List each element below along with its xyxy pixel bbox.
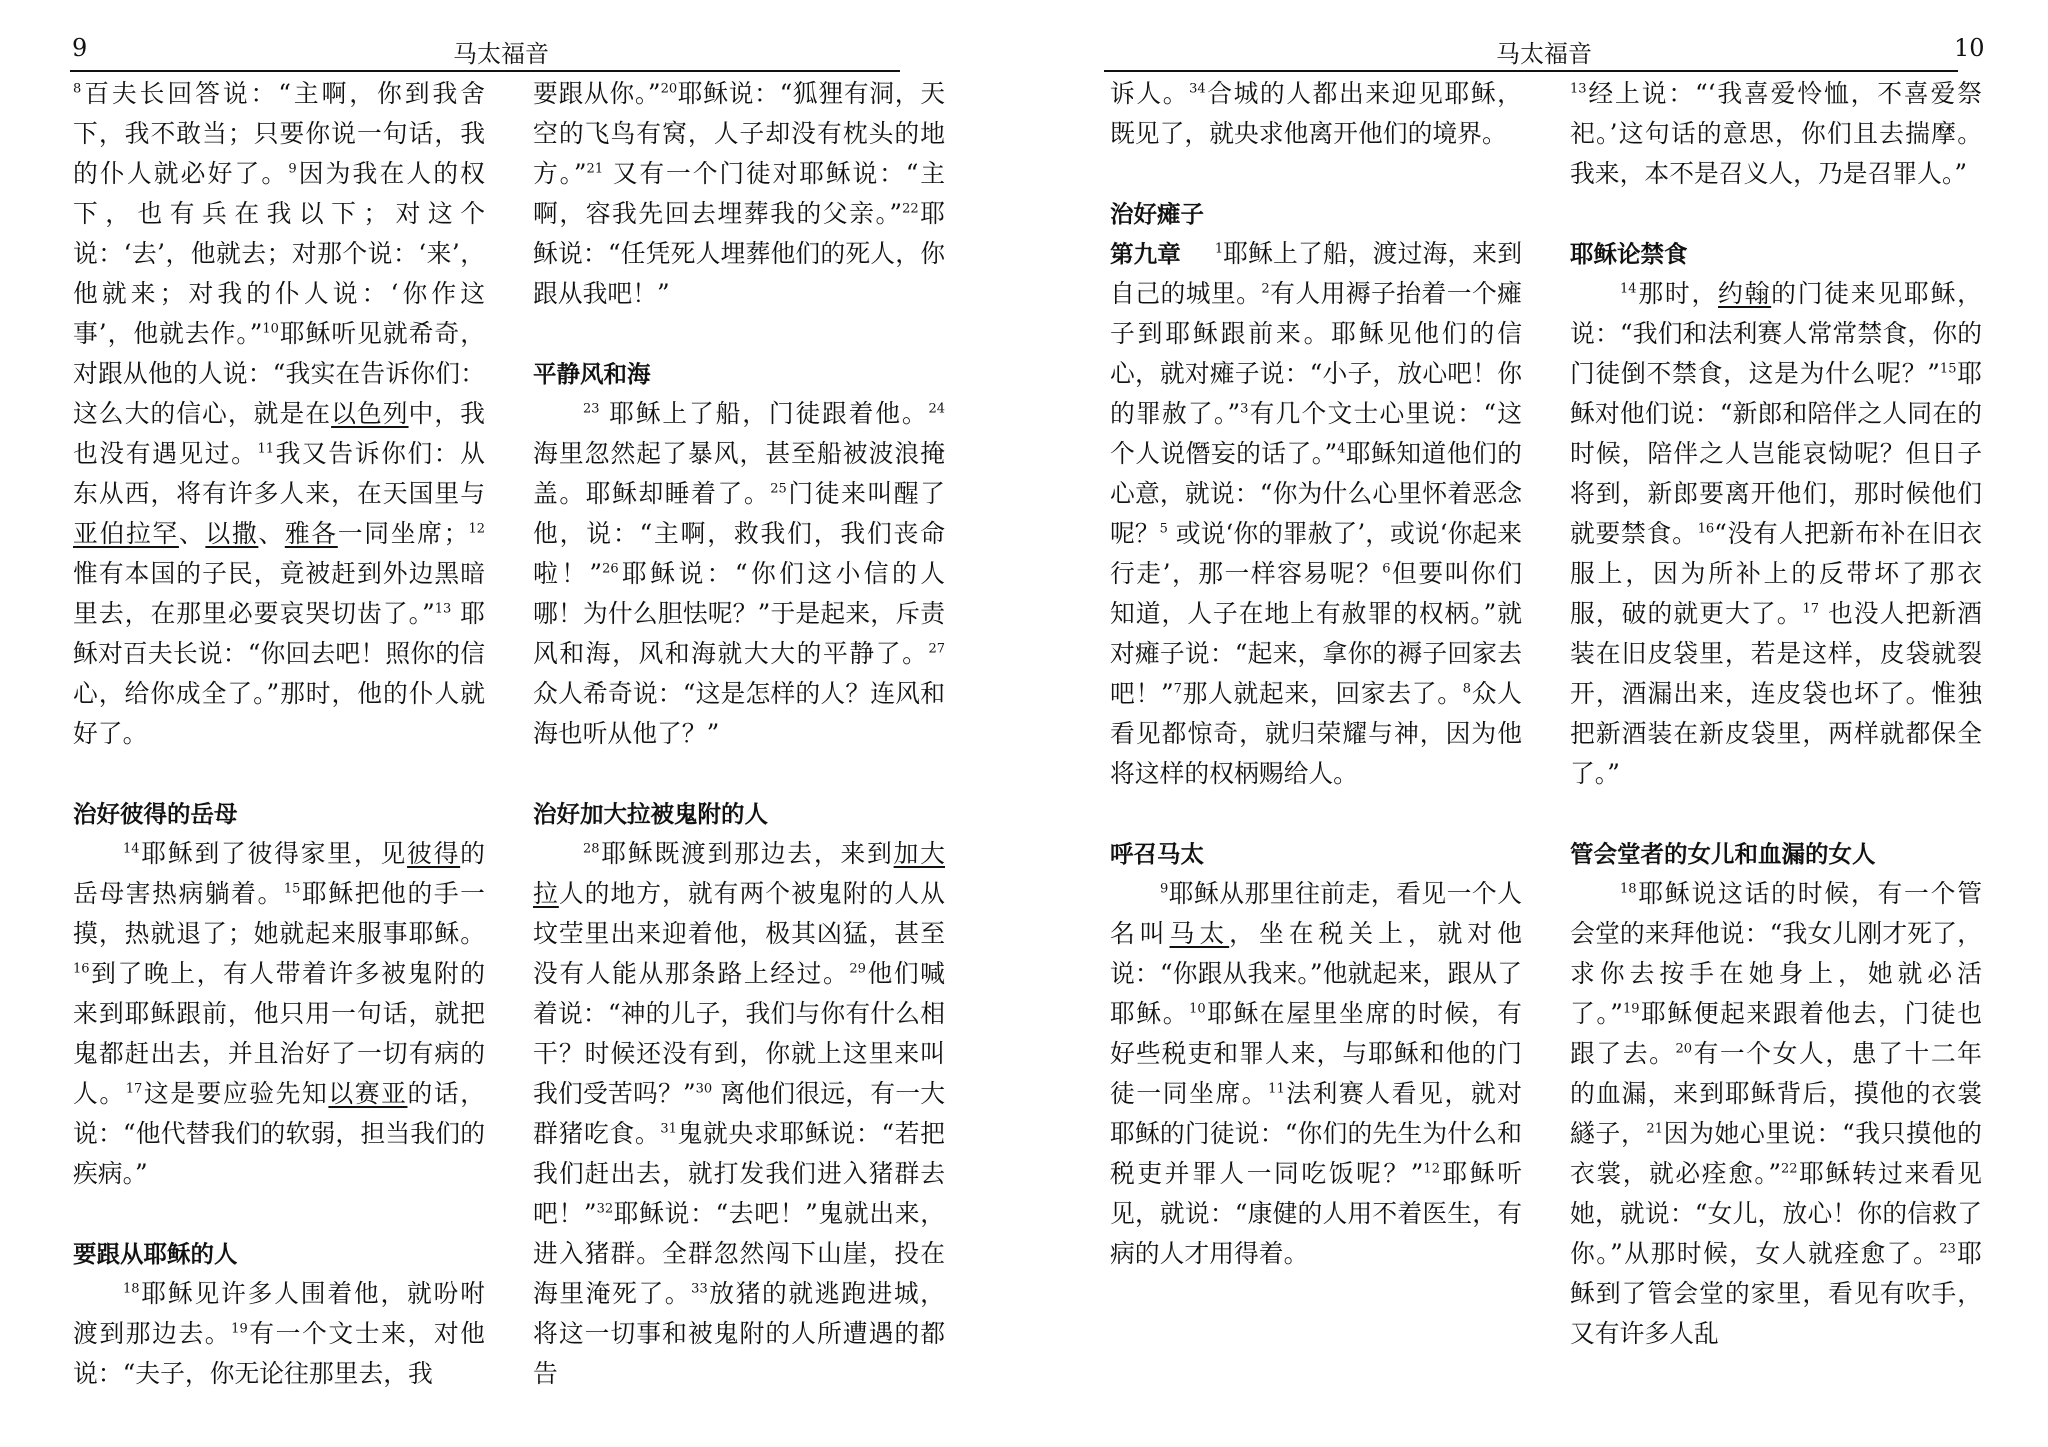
paragraph (533, 834, 945, 1394)
section-heading: 呼召马太 (1110, 840, 1204, 868)
text-run: 耶稣到了彼得家里，见 (139, 839, 408, 868)
verse-number: 13 (1570, 81, 1587, 97)
text-run: 众人希奇说：“这是怎样的人？连风和海也听从他了？” (533, 679, 945, 748)
verse-number: 1 (1214, 241, 1224, 257)
text-run: 耶稣说：“任凭死人埋葬他们的死人，你跟从我吧！” (533, 199, 945, 308)
verse-number: 9 (288, 161, 297, 177)
section-heading: 耶稣论禁食 (1570, 240, 1688, 268)
text-run: 耶稣把他的手一摸，热就退了；她就起来服事耶稣。 (73, 879, 485, 948)
text-run: 放猪的就逃跑进城，将这一切事和被鬼附的人所遭遇的都告 (533, 1279, 945, 1388)
verse-number: 32 (596, 1201, 614, 1217)
text-run: 有几个文士心里说：“这个人说僭妄的话了。” (1110, 399, 1522, 468)
verse-number: 12 (1423, 1161, 1440, 1177)
text-run: 经上说：“‘我喜爱怜恤，不喜爱祭祀。’这句话的意思，你们且去揣摩。我来，本不是召义人，乃是召罪人。” (1570, 79, 1982, 188)
verse-number: 6 (1382, 561, 1391, 577)
text-run: 那人就起来，回家去了。 (1181, 679, 1463, 708)
section-heading: 要跟从耶稣的人 (73, 1240, 238, 1268)
text-run: 海里忽然起了暴风，甚至船被波浪掩盖。耶稣却睡着了。 (533, 439, 945, 508)
verse-number: 31 (660, 1121, 677, 1137)
text-run: 的岳母害热病躺着。 (73, 839, 485, 908)
text-run: 那时， (1636, 279, 1719, 308)
text-column (1570, 74, 1982, 1354)
verse-number: 2 (1261, 281, 1270, 297)
proper-name: 雅各 (284, 519, 338, 548)
verse-number: 25 (770, 481, 787, 497)
text-run: 耶稣从那里往前走，看见一个人名叫 (1110, 879, 1522, 948)
text-run: 耶稣既渡到那边去，来到 (599, 839, 894, 868)
verse-number: 19 (231, 1321, 248, 1337)
verse-number: 11 (1268, 1081, 1285, 1097)
text-run: 耶稣说：“你们这小信的人哪！为什么胆怯呢？”于是起来，斥责风和海，风和海就大大的平静了。 (533, 559, 945, 668)
paragraph (1110, 74, 1522, 154)
text-run: ，坐在税关上，就对他说：“你跟从我来。”他就起来，跟从了耶稣。 (1110, 919, 1522, 1028)
verse-number: 14 (1620, 281, 1637, 297)
header-rule (70, 70, 900, 72)
text-run: 众人看见都惊奇，就归荣耀与神，因为他将这样的权柄赐给人。 (1110, 679, 1522, 788)
text-run: 离他们很远，有一大群猪吃食。 (533, 1079, 945, 1148)
verse-number: 11 (257, 441, 275, 457)
proper-name: 马太 (1169, 919, 1230, 948)
paragraph (73, 834, 485, 1194)
proper-name: 约翰 (1718, 279, 1772, 308)
verse-number: 21 (1646, 1121, 1663, 1137)
verse-number: 15 (1939, 361, 1957, 377)
text-run: 耶稣在屋里坐席的时候，有好些税吏和罪人来，与耶稣和他的门徒一同坐席。 (1110, 999, 1522, 1108)
page-number: 9 (72, 34, 88, 62)
verse-number: 22 (1781, 1161, 1798, 1177)
paragraph-body (1110, 239, 1522, 788)
text-run: 有一个女人，患了十二年的血漏，来到耶稣背后，摸他的衣裳繸子， (1570, 1039, 1982, 1148)
verse-number: 21 (586, 161, 604, 177)
verse-number: 8 (73, 81, 82, 97)
verse-number: 12 (468, 521, 485, 537)
paragraph (1110, 874, 1522, 1274)
page-number: 10 (1954, 34, 1985, 62)
verse-number: 29 (849, 961, 866, 977)
verse-number: 16 (1697, 521, 1715, 537)
verse-number: 16 (73, 961, 90, 977)
verse-number: 14 (123, 841, 140, 857)
verse-number: 27 (928, 641, 945, 657)
verse-number: 28 (583, 841, 600, 857)
text-run: 耶稣说这话的时候，有一个管会堂的来拜他说：“我女儿刚才死了，求你去按手在她身上，她就必活了。” (1570, 879, 1982, 1028)
text-run: 因为我在人的权下，也有兵在我以下；对这个说：‘去’，他就去；对那个说：‘来’，他就来；对我的仆人说：‘你作这事’，他就去作。” (73, 159, 485, 348)
verse-number: 7 (1173, 681, 1182, 697)
text-column (73, 74, 485, 1394)
text-run: 或说‘你的罪赦了’，或说‘你起来行走’，那一样容易呢？ (1110, 519, 1522, 588)
verse-number: 10 (1189, 1001, 1206, 1017)
section-heading: 平静风和海 (533, 360, 651, 388)
verse-number: 18 (123, 1281, 140, 1297)
verse-number: 19 (1622, 1001, 1640, 1017)
verse-number: 23 (583, 401, 600, 417)
verse-number: 3 (1240, 401, 1249, 417)
text-run: 这是要应验先知 (142, 1079, 329, 1108)
verse-number: 30 (695, 1081, 713, 1097)
running-title: 马太福音 (1496, 40, 1592, 68)
verse-number: 13 (434, 601, 452, 617)
text-run: 的门徒来见耶稣，说：“我们和法利赛人常常禁食，你的门徒倒不禁食，这是为什么呢？” (1570, 279, 1982, 388)
running-title: 马太福音 (453, 40, 549, 68)
text-run: 法利赛人看见，就对耶稣的门徒说：“你们的先生为什么和税吏并罪人一同吃饭呢？” (1110, 1079, 1522, 1188)
verse-number: 18 (1620, 881, 1637, 897)
proper-name: 以色列 (331, 399, 409, 428)
text-run: 我又告诉你们：从东从西，将有许多人来，在天国里与 (73, 439, 485, 508)
text-run: 耶稣上了船，渡过海，来到自己的城里。 (1110, 239, 1522, 308)
verse-number: 20 (1675, 1041, 1692, 1057)
text-run: 也没人把新酒装在旧皮袋里，若是这样，皮袋就裂开，酒漏出来，连皮袋也坏了。惟独把新酒装在新皮袋里，两样就都保全了。” (1570, 599, 1982, 788)
proper-name: 彼得 (407, 839, 461, 868)
text-run: 门徒来叫醒了他，说：“主啊，救我们，我们丧命啦！” (533, 479, 945, 588)
paragraph (73, 74, 485, 754)
text-run: 百夫长回答说：“主啊，你到我舍下，我不敢当；只要你说一句话，我的仆人就必好了。 (73, 79, 485, 188)
verse-number: 4 (1337, 441, 1346, 457)
text-run: 耶稣到了管会堂的家里，看见有吹手，又有许多人乱 (1570, 1239, 1982, 1348)
text-run: 但要叫你们知道，人子在地上有赦罪的权柄。”就对瘫子说：“起来，拿你的褥子回家去吧！” (1110, 559, 1522, 708)
section-heading: 治好加大拉被鬼附的人 (533, 800, 768, 828)
paragraph (533, 74, 945, 314)
chapter-label: 第九章 (1110, 240, 1181, 268)
text-run: 、 (258, 519, 285, 548)
text-run: 鬼就央求耶稣说：“若把我们赶出去，就打发我们进入猪群去吧！” (533, 1119, 945, 1228)
header-rule (1104, 70, 1958, 72)
verse-number: 22 (902, 201, 919, 217)
text-run: 耶稣上了船，门徒跟着他。 (599, 399, 929, 428)
text-run: 因为她心里说：“我只摸他的衣裳，就必痊愈。” (1570, 1119, 1982, 1188)
text-run: 耶稣对百夫长说：“你回去吧！照你的信心，给你成全了。”那时，他的仆人就好了。 (73, 599, 485, 748)
verse-number: 23 (1939, 1241, 1956, 1257)
paragraph (73, 1274, 485, 1394)
text-run: 要跟从你。” (533, 79, 661, 108)
verse-number: 5 (1159, 521, 1168, 537)
verse-number: 17 (1802, 601, 1820, 617)
text-run: 有人用褥子抬着一个瘫子到耶稣跟前来。耶稣见他们的信心，就对瘫子说：“小子，放心吧！你的罪赦了。” (1110, 279, 1522, 428)
text-run: 耶稣说：“狐狸有洞，天空的飞鸟有窝，人子却没有枕头的地方。” (533, 79, 945, 188)
verse-number: 34 (1189, 81, 1206, 97)
proper-name: 以赛亚 (328, 1079, 408, 1108)
paragraph (1570, 274, 1982, 794)
text-run: 耶稣便起来跟着他去，门徒也跟了去。 (1570, 999, 1982, 1068)
paragraph (1570, 874, 1982, 1354)
text-run: 的话，说：“他代替我们的软弱，担当我们的疾病。” (73, 1079, 485, 1188)
text-run: 耶稣听见，就说：“康健的人用不着医生，有病的人才用得着。 (1110, 1159, 1522, 1268)
paragraph (1570, 74, 1982, 194)
text-run: 耶稣听见就希奇，对跟从他的人说：“我实在告诉你们：这么大的信心，就是在 (73, 319, 485, 428)
verse-number: 8 (1462, 681, 1472, 697)
text-run: 、 (178, 519, 206, 548)
proper-name: 加大拉 (533, 839, 945, 908)
text-run: 他们喊着说：“神的儿子，我们与你有什么相干？时候还没有到，你就上这里来叫我们受苦吗？” (533, 959, 945, 1108)
verse-number: 33 (691, 1281, 708, 1297)
paragraph (533, 394, 945, 754)
text-column (533, 74, 945, 1394)
section-heading: 治好瘫子 (1110, 200, 1204, 228)
text-run: 诉人。 (1110, 79, 1190, 108)
verse-number: 9 (1160, 881, 1169, 897)
text-run: 合城的人都出来迎见耶稣，既见了，就央求他离开他们的境界。 (1110, 79, 1522, 148)
text-run: 耶稣转过来看见她，就说：“女儿，放心！你的信救了你。”从那时候，女人就痊愈了。 (1570, 1159, 1982, 1268)
verse-number: 24 (928, 401, 945, 417)
text-run: 耶稣说：“去吧！”鬼就出来，进入猪群。全群忽然闯下山崖，投在海里淹死了。 (533, 1199, 945, 1308)
text-run: 耶稣知道他们的心意，就说：“你为什么心里怀着恶念呢？ (1110, 439, 1522, 548)
text-run: 有一个文士来，对他说：“夫子，你无论往那里去，我 (73, 1319, 485, 1388)
right-page (1024, 0, 2048, 1447)
proper-name: 以撒 (205, 519, 259, 548)
section-heading: 治好彼得的岳母 (73, 800, 238, 828)
text-run: 又有一个门徒对耶稣说：“主啊，容我先回去埋葬我的父亲。” (533, 159, 946, 228)
verse-number: 15 (283, 881, 301, 897)
verse-number: 17 (125, 1081, 143, 1097)
paragraph (1110, 234, 1522, 794)
proper-name: 亚伯拉罕 (73, 519, 179, 548)
text-run: 惟有本国的子民，竟被赶到外边黑暗里去，在那里必要哀哭切齿了。” (73, 559, 485, 628)
verse-number: 10 (262, 321, 279, 337)
text-run: 人的地方，就有两个被鬼附的人从坟茔里出来迎着他，极其凶猛，甚至没有人能从那条路上经过。 (533, 879, 945, 988)
section-heading: 管会堂者的女儿和血漏的女人 (1570, 840, 1876, 868)
text-run: “没有人把新布补在旧衣服上，因为所补上的反带坏了那衣服，破的就更大了。 (1570, 519, 1982, 628)
text-run: 耶稣对他们说：“新郎和陪伴之人同在的时候，陪伴之人岂能哀恸呢？但日子将到，新郎要离开他们，那时候他们就要禁食。 (1570, 359, 1982, 548)
text-column (1110, 74, 1522, 1274)
text-run: 耶稣见许多人围着他，就吩咐渡到那边去。 (73, 1279, 485, 1348)
text-run: 到了晚上，有人带着许多被鬼附的来到耶稣跟前，他只用一句话，就把鬼都赶出去，并且治好了一切有病的人。 (73, 959, 485, 1108)
text-run: 中，我也没有遇见过。 (73, 399, 485, 468)
verse-number: 20 (660, 81, 678, 97)
verse-number: 26 (602, 561, 619, 577)
text-run: 一同坐席； (337, 519, 469, 548)
